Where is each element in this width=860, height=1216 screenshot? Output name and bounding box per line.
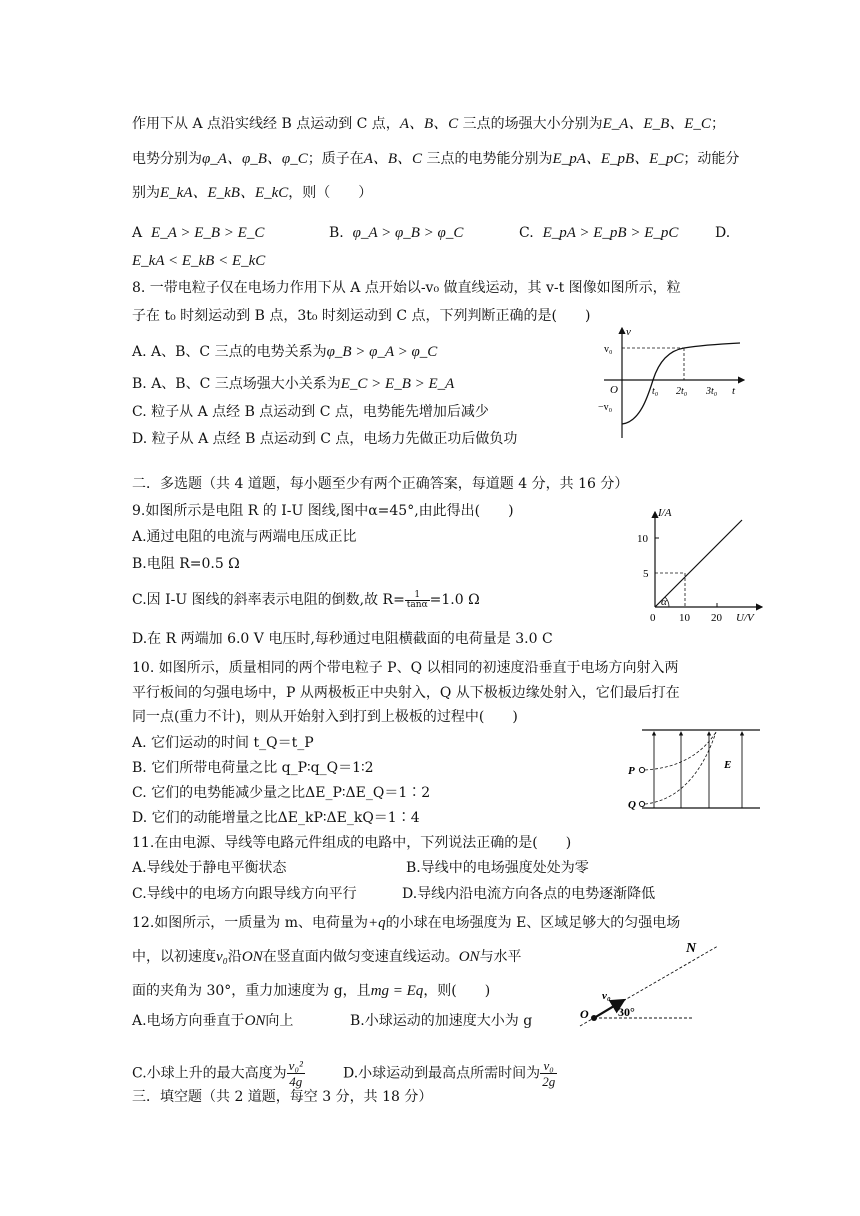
angle-label: 30° [618,1005,635,1019]
q-particle [639,801,644,806]
q7-option-b [329,222,463,244]
q10-option-c: C. 它们的电势能减少量之比ΔE_P∶ΔE_Q＝1∶2 [132,785,431,801]
q7-text: 作用下从 A 点沿实线经 B 点运动到 C 点， [132,116,400,132]
t0-label: t₀ [652,386,659,397]
q8-option-b-text: B. A、B、C 三点场强大小关系为 [132,376,341,392]
q7-option-d-math: E_kA < E_kB < E_kC [132,253,266,269]
q7-option-c-math: E_pA > E_pB > E_pC [542,225,679,241]
t3-label: 3t₀ [706,386,718,397]
q12-option-c-text: C.小球上升的最大高度为 [132,1065,287,1082]
q12-line3 [132,980,490,1002]
q11-option-b: B.导线中的电场强度处处为零 [406,860,589,876]
q12-text: 与水平 [479,949,522,965]
q12-charge: +q [368,915,386,931]
o-label: O [580,1007,589,1021]
q12-option-c [132,1058,305,1089]
q7-text: 别为 [132,185,160,201]
option-label: C. [519,225,534,241]
q7-text: ； [710,116,725,132]
q12-on: ON [244,1013,266,1029]
q9-option-c-result: =1.0 Ω [429,592,480,608]
q10-stem-line3: 同一点(重力不计)，则从开始射入到打到上极板的过程中( ) [132,709,518,725]
q12-condition: mg = Eq [370,983,424,999]
q12-option-c-fraction [287,1058,305,1089]
q7-line3 [132,182,372,204]
q7-field-strengths: E_A、E_B、E_C [602,116,711,132]
q9-option-a: A.通过电阻的电流与两端电压成正比 [132,529,357,545]
q11-option-a: A.导线处于静电平衡状态 [132,860,287,876]
i-axis-label: I/A [658,507,672,519]
q12-text: 中，以初速度 [132,949,216,965]
q9-option-b: B.电阻 R=0.5 Ω [132,556,240,572]
neg-v0-label: −v₀ [598,402,613,413]
q7-option-a [132,222,264,244]
u20-label: 20 [711,612,722,624]
q8-option-c: C. 粒子从 A 点经 B 点运动到 C 点，电势能先增加后减少 [132,404,489,420]
p-label: P [628,765,635,777]
q-trajectory [645,732,716,804]
fraction-denominator: 4g [289,1074,303,1089]
q12-option-a-text: A.电场方向垂直于 [132,1013,245,1029]
option-label: B. [329,225,344,241]
q8-option-a-math: φ_B > φ_A > φ_C [326,344,438,360]
q12-on: ON [458,949,480,965]
origin-label: 0 [650,612,656,624]
q7-line2 [132,148,739,170]
i10-label: 10 [637,533,648,545]
q7-option-a-math: E_A > E_B > E_C [151,225,265,241]
q7-option-c [519,222,678,244]
v-axis-label: v [626,326,631,338]
q7-text: 电势分别为 [132,151,202,167]
q12-option-d-text: D.小球运动到最高点所需时间为 [343,1065,541,1082]
q7-potential-energies: E_pA、E_pB、E_pC [552,151,684,167]
fraction-numerator: 1 [405,591,430,601]
q10-stem-line2: 平行板间的匀强电场中，P 从两极板正中央射入，Q 从下极板边缘处射入，它们最后打在 [132,685,680,701]
q10-option-a: A. 它们运动的时间 t_Q＝t_P [132,735,314,751]
q8-option-a [132,341,437,363]
q7-potentials: φ_A、φ_B、φ_C [202,151,308,167]
q7-option-d-label [715,222,730,244]
option-label: A [132,225,143,241]
q11-stem: 11.在由电源、导线等电路元件组成的电路中，下列说法正确的是( ) [132,835,572,851]
iu-line [655,520,742,607]
e-label: E [724,759,732,771]
q9-fraction [405,591,430,610]
i5-label: 5 [643,568,649,580]
q10-stem-line1: 10. 如图所示，质量相同的两个带电粒子 P、Q 以相同的初速度沿垂直于电场方向射入两 [132,660,679,676]
q8-stem-line2: 子在 t₀ 时刻运动到 B 点，3t₀ 时刻运动到 C 点，下列判断正确的是( ) [132,308,591,324]
fraction-denominator: tanα [406,599,428,610]
v0-label: v₀ [602,990,611,1002]
q12-incline-diagram [574,936,734,1032]
q11-option-d: D.导线内沿电流方向各点的电势逐渐降低 [402,886,656,902]
q7-points: A、B、C [399,116,459,132]
q12-line2 [132,946,522,968]
u10-label: 10 [679,612,690,624]
q12-text: 沿 [227,949,242,965]
section-3-heading: 三．填空题（共 2 道题，每空 3 分，共 18 分） [132,1089,433,1105]
q9-iu-graph [628,506,768,628]
q7-text: ；动能分 [683,151,740,167]
t2-label: 2t₀ [676,386,688,397]
q8-option-a-text: A. A、B、C 三点的电势关系为 [132,344,327,360]
q12-option-a-text: 向上 [265,1013,294,1029]
vt-curve [622,343,740,424]
q10-parallel-plates-diagram [624,724,764,816]
q9-option-c [132,589,480,611]
q12-line1 [132,912,680,934]
q7-text: ，则（ ） [288,185,373,201]
q7-line1 [132,113,725,135]
q7-text: 三点的场强大小分别为 [458,116,603,132]
t-axis-label: t [732,385,736,397]
q8-option-d: D. 粒子从 A 点经 B 点运动到 C 点，电场力先做正功后做负功 [132,431,518,447]
section-2-heading: 二．多选题（共 4 道题，每小题至少有两个正确答案，每道题 4 分，共 16 分） [132,476,629,492]
q9-stem: 9.如图所示是电阻 R 的 I-U 图线,图中α=45°,由此得出( ) [132,503,514,519]
origin-label: O [610,384,618,396]
p-particle [639,767,644,772]
q8-option-b [132,373,454,395]
q7-text: 三点的电势能分别为 [422,151,553,167]
q8-stem-line1: 8. 一带电粒子仅在电场力作用下从 A 点开始以-v₀ 做直线运动，其 v-t 图像如图所示，粒 [132,280,681,296]
q12-option-d-fraction [540,1058,557,1089]
q10-option-b: B. 它们所带电荷量之比 q_P∶q_Q＝1∶2 [132,760,374,776]
q9-option-c-text: C.因 I-U 图线的斜率表示电阻的倒数,故 R= [132,592,405,608]
ball [591,1015,597,1021]
q12-option-d [343,1058,557,1089]
q12-option-a [132,1010,293,1032]
fraction-numerator: v₀ [540,1058,557,1074]
q7-points: A、B、C [363,151,423,167]
q12-text: 的小球在电场强度为 E、区域足够大的匀强电场 [385,915,681,931]
q7-kinetic-energies: E_kA、E_kB、E_kC [160,185,289,201]
q12-v0: v₀ [216,949,228,965]
q8-option-b-math: E_C > E_B > E_A [340,376,455,392]
q12-text: 面的夹角为 30°，重力加速度为 g，且 [132,983,371,999]
q12-option-b: B.小球运动的加速度大小为 g [350,1013,533,1029]
option-label: D. [715,225,731,241]
v0-label: v₀ [604,344,613,355]
u-axis-label: U/V [736,612,754,624]
q12-text: 12.如图所示，一质量为 m、电荷量为 [132,915,368,931]
q10-option-d: D. 它们的动能增量之比ΔE_kP∶ΔE_kQ＝1∶4 [132,810,420,826]
q9-option-d: D.在 R 两端加 6.0 V 电压时,每秒通过电阻横截面的电荷量是 3.0 C [132,631,553,647]
q12-text: 在竖直面内做匀变速直线运动。 [262,949,459,965]
fraction-numerator: v₀² [288,1058,303,1073]
n-label: N [686,941,697,956]
alpha-label: α [661,596,667,608]
q7-option-d [132,250,265,272]
q12-on: ON [241,949,263,965]
q11-option-c: C.导线中的电场方向跟导线方向平行 [132,886,357,902]
p-trajectory [645,732,716,770]
q7-option-b-math: φ_A > φ_B > φ_C [352,225,464,241]
q-label: Q [628,799,636,811]
q12-text: ，则( ) [423,983,491,999]
q8-vt-graph [592,324,752,444]
q7-text: ；质子在 [307,151,364,167]
fraction-denominator: 2g [542,1074,556,1089]
